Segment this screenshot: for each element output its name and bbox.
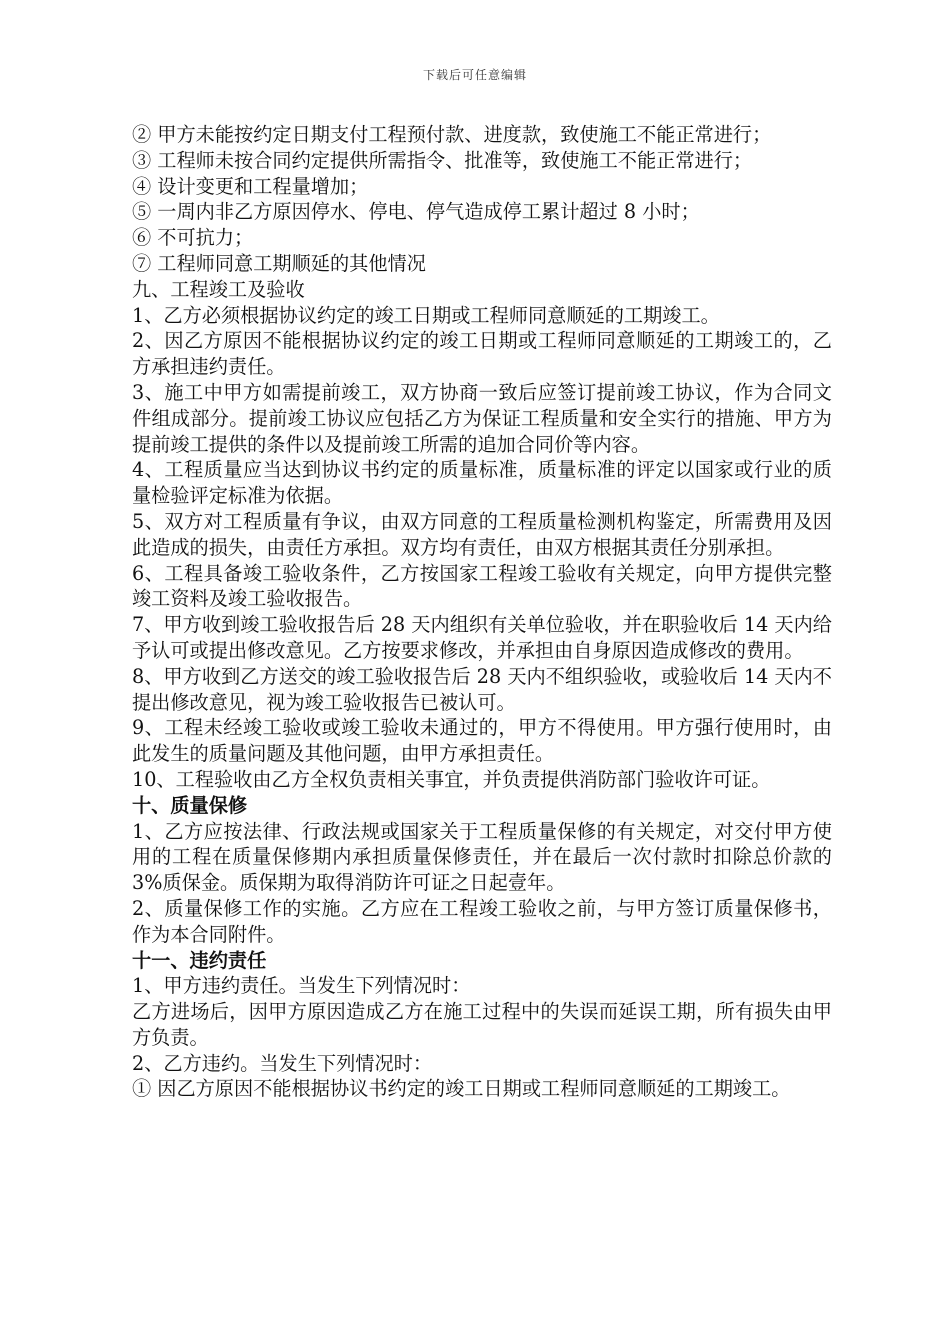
completion-clause-2: 2、因乙方原因不能根据协议约定的竣工日期或工程师同意顺延的工期竣工的，乙方承担违约责任。	[132, 329, 832, 379]
warranty-clause-1: 1、乙方应按法律、行政法规或国家关于工程质量保修的有关规定，对交付甲方使用的工程在质量保修期内承担质量保修责任，并在最后一次付款时扣除总价款的 3%质保金。质保期为取得消防许可证之日起壹年。	[132, 819, 832, 895]
completion-clause-3: 3、施工中甲方如需提前竣工，双方协商一致后应签订提前竣工协议，作为合同文件组成部分。提前竣工协议应包括乙方为保证工程质量和安全实行的措施、甲方为提前竣工提供的条件以及提前竣工所需的追加合同价等内容。	[132, 380, 832, 456]
completion-clause-7: 7、甲方收到竣工验收报告后 28 天内组织有关单位验收，并在职验收后 14 天内给予认可或提出修改意见。乙方按要求修改，并承担由自身原因造成修改的费用。	[132, 613, 832, 662]
section-heading-warranty: 十、质量保修	[132, 793, 248, 817]
completion-clause-8: 8、甲方收到乙方送交的竣工验收报告后 28 天内不组织验收，或验收后 14 天内不提出修改意见，视为竣工验收报告已被认可。	[132, 664, 832, 714]
completion-clause-10: 10、工程验收由乙方全权负责相关事宜，并负责提供消防部门验收许可证。	[132, 767, 771, 791]
completion-clause-9: 9、工程未经竣工验收或竣工验收未通过的，甲方不得使用。甲方强行使用时，由此发生的质量问题及其他问题，由甲方承担责任。	[132, 716, 832, 766]
completion-clause-6: 6、工程具备竣工验收条件，乙方按国家工程竣工验收有关规定，向甲方提供完整竣工资料及竣工验收报告。	[132, 561, 832, 611]
completion-clause-1: 1、乙方必须根据协议约定的竣工日期或工程师同意顺延的工期竣工。	[132, 303, 720, 327]
item-3-engineer-instructions: ③ 工程师未按合同约定提供所需指令、批准等，致使施工不能正常进行；	[132, 148, 753, 172]
warranty-clause-2: 2、质量保修工作的实施。乙方应在工程竣工验收之前，与甲方签订质量保修书，作为本合同附件。	[132, 896, 832, 946]
item-7-other-extension: ⑦ 工程师同意工期顺延的其他情况	[132, 251, 426, 275]
item-2-payment-delay: ② 甲方未能按约定日期支付工程预付款、进度款，致使施工不能正常进行；	[132, 123, 772, 146]
item-6-force-majeure: ⑥ 不可抗力；	[132, 226, 254, 250]
liability-item-1: ① 因乙方原因不能根据协议书约定的竣工日期或工程师同意顺延的工期竣工。	[132, 1077, 791, 1101]
liability-clause-1: 1、甲方违约责任。当发生下列情况时：	[132, 974, 471, 998]
item-5-outage: ⑤ 一周内非乙方原因停水、停电、停气造成停工累计超过 8 小时；	[132, 200, 700, 224]
section-heading-liability: 十一、违约责任	[132, 948, 267, 972]
document-body	[132, 122, 832, 1102]
completion-clause-4: 4、工程质量应当达到协议书约定的质量标准，质量标准的评定以国家或行业的质量检验评定标准为依据。	[132, 458, 832, 508]
liability-clause-2: 2、乙方违约。当发生下列情况时：	[132, 1051, 433, 1075]
page-header: 下载后可任意编辑	[422, 68, 527, 82]
liability-clause-1-detail: 乙方进场后，因甲方原因造成乙方在施工过程中的失误而延误工期，所有损失由甲方负责。	[132, 1000, 832, 1049]
item-4-design-change: ④ 设计变更和工程量增加；	[132, 174, 369, 198]
completion-clause-5: 5、双方对工程质量有争议，由双方同意的工程质量检测机构鉴定，所需费用及因此造成的损失，由责任方承担。双方均有责任，由双方根据其责任分别承担。	[132, 509, 832, 559]
section-heading-completion: 九、工程竣工及验收	[132, 277, 305, 301]
